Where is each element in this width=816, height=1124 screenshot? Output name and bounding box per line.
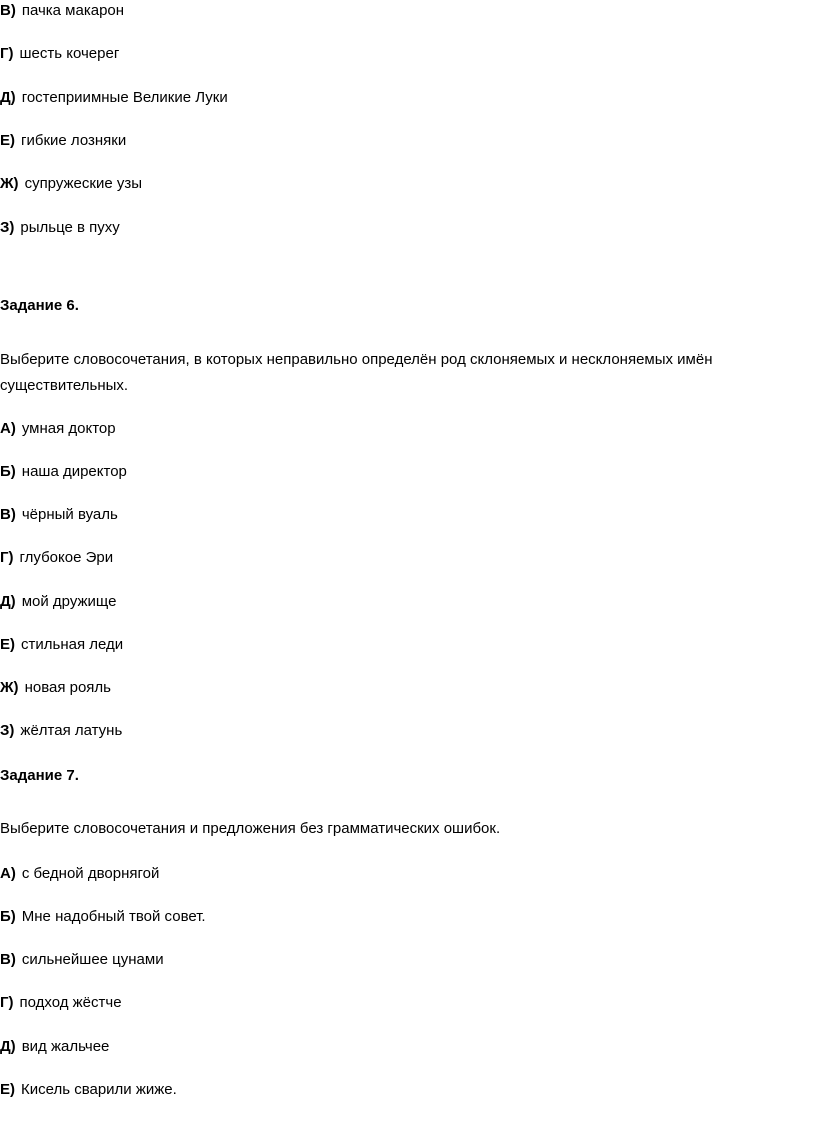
option-text: рыльце в пуху [20,219,120,236]
option-letter: В) [0,951,16,968]
option-text: умная доктор [21,420,116,437]
task6-option-g [0,548,113,568]
option-text: с бедной дворнягой [21,865,160,882]
option-text: глубокое Эри [19,549,114,566]
option-text: Кисель сварили жиже. [21,1081,177,1098]
option-letter: Б) [0,908,16,925]
option-letter: Ж) [0,679,19,696]
task7-option-e [0,1080,177,1100]
task6-option-a [0,419,116,439]
task7-option-b [0,907,206,927]
option-letter: Г) [0,549,14,566]
task6-instruction: Выберите словосочетания, в которых неправильно определён род склоняемых и несклоняемых имён существительных. [0,351,713,394]
option-text: наша директор [21,463,127,480]
option-letter: В) [0,2,16,19]
option-letter: В) [0,506,16,523]
task6-option-z [0,721,122,741]
task6-option-b [0,462,127,482]
option-text: жёлтая латунь [20,722,123,739]
option-letter: Ж) [0,175,19,192]
task6-option-zh [0,678,111,698]
option-text: супружеские узы [24,175,143,192]
option-letter: Д) [0,89,16,106]
option-text: чёрный вуаль [21,506,118,523]
option-z [0,218,120,238]
option-text: гостеприимные Великие Луки [21,89,228,106]
option-letter: Д) [0,1038,16,1055]
task7-option-d [0,1037,109,1057]
option-text: пачка макарон [21,2,125,19]
task6-heading: Задание 6. [0,297,79,314]
option-text: Мне надобный твой совет. [21,908,206,925]
task7-heading: Задание 7. [0,767,79,784]
option-text: гибкие лозняки [21,132,127,149]
option-letter: Е) [0,636,15,653]
option-letter: Е) [0,132,15,149]
option-text: новая рояль [24,679,111,696]
option-g [0,44,119,64]
option-text: сильнейшее цунами [21,951,164,968]
option-letter: З) [0,219,15,236]
option-text: подход жёстче [19,994,122,1011]
option-letter: Г) [0,994,14,1011]
option-letter: З) [0,722,15,739]
option-v [0,1,124,21]
option-e [0,131,126,151]
task7-instruction: Выберите словосочетания и предложения без грамматических ошибок. [0,820,501,837]
task6-option-e [0,635,123,655]
option-text: мой дружище [21,593,117,610]
task7-option-a [0,864,159,884]
option-letter: А) [0,420,16,437]
option-text: шесть кочерег [19,45,120,62]
option-letter: Г) [0,45,14,62]
option-text: вид жальчее [21,1038,110,1055]
task7-option-g [0,993,122,1013]
option-letter: А) [0,865,16,882]
option-zh [0,174,142,194]
option-letter: Б) [0,463,16,480]
option-letter: Е) [0,1081,15,1098]
option-letter: Д) [0,593,16,610]
task7-option-v [0,950,164,970]
task6-option-v [0,505,118,525]
task6-option-d [0,592,116,612]
option-d [0,88,228,108]
option-text: стильная леди [21,636,124,653]
